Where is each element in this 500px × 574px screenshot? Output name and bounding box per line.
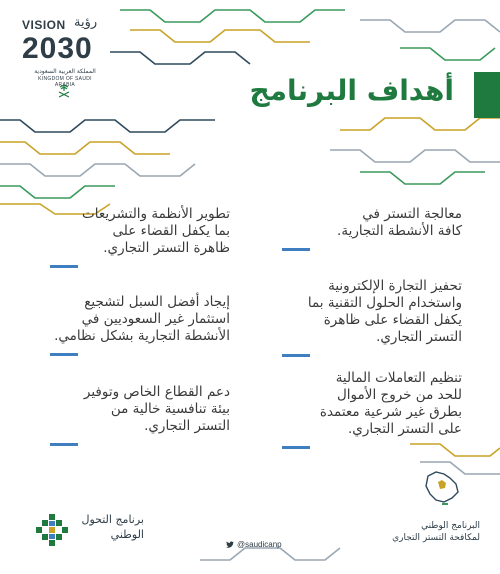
vision-logo-country-ar: المملكة العربية السعودية <box>34 68 96 75</box>
vision-logo-arabic: رؤية <box>74 15 98 30</box>
goal-text: تحفيز التجارة الإلكترونية واستخدام الحلول التقنية بما يكفل القضاء على ظاهرة التستر التجاري. <box>307 278 462 345</box>
twitter-icon <box>226 541 234 548</box>
deco-line <box>0 142 170 154</box>
deco-line <box>360 20 500 32</box>
goal-divider <box>50 353 78 356</box>
page-title: أهداف البرنامج <box>249 74 454 107</box>
deco-line <box>110 52 250 64</box>
anti-concealment-program-logo <box>380 470 480 554</box>
deco-line <box>340 118 500 130</box>
deco-line <box>330 150 500 162</box>
goal-divider <box>282 248 310 251</box>
goal-divider <box>50 265 78 268</box>
vision-logo-country-en: KINGDOM OF SAUDI ARABIA <box>38 76 92 88</box>
deco-line <box>400 48 495 60</box>
goal-text: دعم القطاع الخاص وتوفير بيئة تنافسية خالية من التستر التجاري. <box>83 384 230 434</box>
vision-2030-logo <box>22 15 122 98</box>
goal-text: تطوير الأنظمة والتشريعات بما يكفل القضاء على ظاهرة التستر التجاري. <box>82 206 230 256</box>
goal-text: معالجة التستر في كافة الأنشطة التجارية. <box>337 206 462 239</box>
goal-item <box>282 370 462 449</box>
goal-text: إيجاد أفضل السبل لتشجيع استثمار غير السعوديين في الأنشطة التجارية بشكل نظامي. <box>54 294 230 344</box>
goal-item <box>282 278 462 357</box>
vision-logo-english: VISION <box>22 18 66 32</box>
deco-line <box>0 186 115 198</box>
deco-line <box>200 548 340 560</box>
title-accent-bar <box>474 72 500 118</box>
ntp-name: برنامج التحول الوطني <box>81 513 144 541</box>
goal-item <box>50 206 230 268</box>
deco-line <box>120 10 345 22</box>
goal-text: تنظيم التعاملات المالية للحد من خروج الأموال بطرق غير شرعية معتمدة على التستر التجاري. <box>319 370 462 437</box>
national-transformation-program-logo <box>34 508 144 548</box>
vision-logo-year: 2030 <box>22 32 93 65</box>
deco-line <box>130 30 310 42</box>
palm-swords-emblem-icon <box>56 84 72 98</box>
deco-line <box>0 164 195 176</box>
saudi-map-icon <box>422 470 462 506</box>
goal-divider <box>282 354 310 357</box>
social-handle-text: @saudicanp <box>237 540 282 549</box>
goal-item <box>50 384 230 446</box>
social-handle <box>226 540 282 549</box>
goal-item <box>50 294 230 356</box>
ntp-pattern-icon <box>34 512 70 548</box>
deco-line <box>360 172 485 184</box>
deco-line <box>410 444 500 456</box>
goal-item <box>282 206 462 251</box>
program-name: البرنامج الوطني لمكافحة التستر التجاري <box>392 521 480 543</box>
deco-line <box>0 120 215 132</box>
